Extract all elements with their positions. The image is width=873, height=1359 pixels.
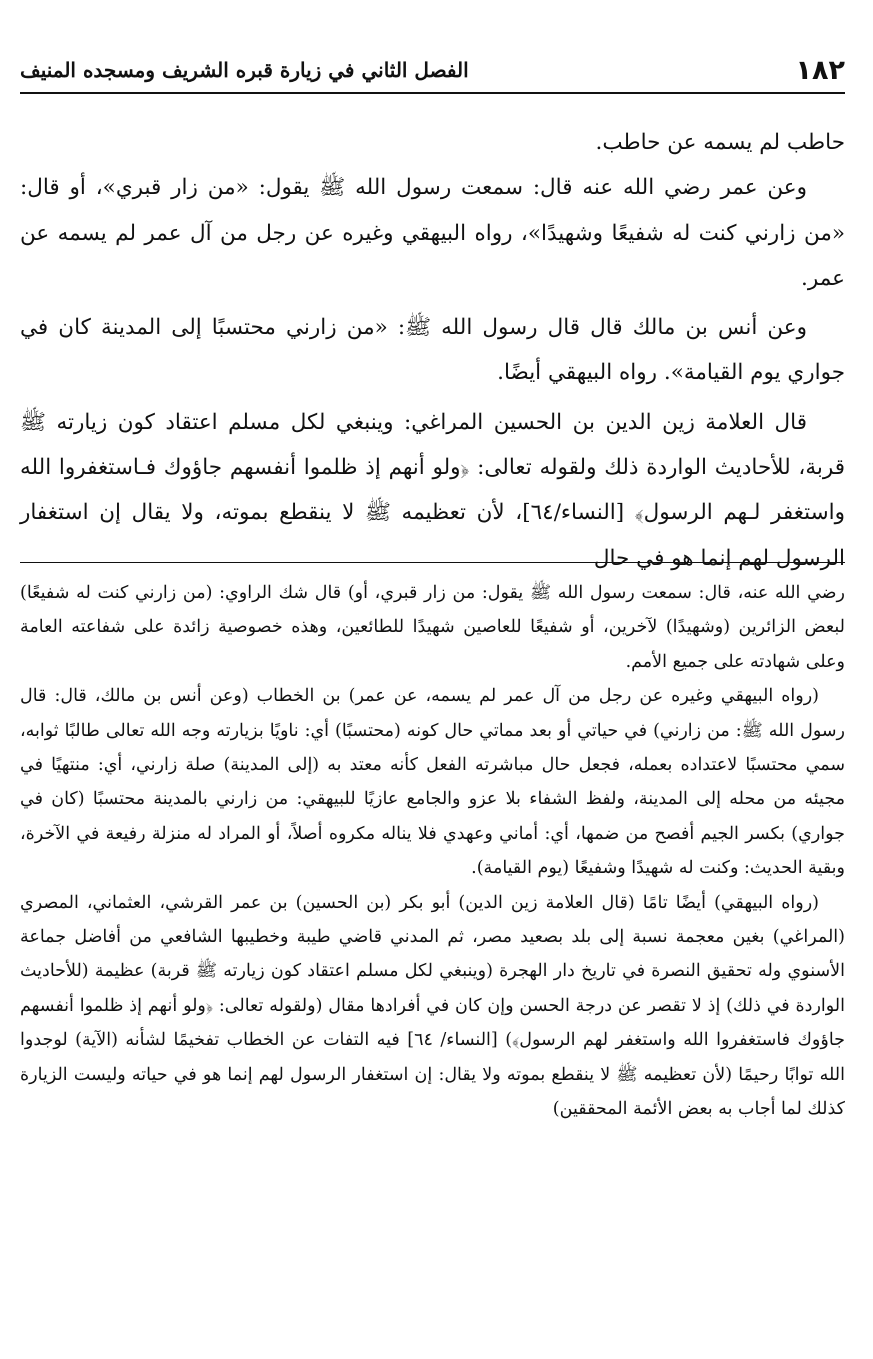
footnote-separator <box>20 562 845 563</box>
commentary-paragraph: (رواه البيهقي وغيره عن رجل من آل عمر لم يسمه، عن عمر) بن الخطاب (وعن أنس بن مالك، قال: قال رسول الله ﷺ: من زارني) في حياتي أو بعد مماتي حال كونه (محتسبًا) أي: ناويًا بزيارته وجه الله تعالى طالبًا ثوابه، سمي محتسبًا لاعتداده بعمله، فجعل حال مباشرته الفعل كأنه معتد به (إلى المدينة) صلة زارني، أي: منتهيًا في مجيئه من محله إلى المدينة، ولفظ الشفاء بلا عزو والجامع عازيًا للبيهقي: من زارني بالمدينة محتسبًا (كان في جواري) بكسر الجيم أفصح من ضمها، أي: أماني وعهدي فلا يناله مكروه أصلاً، أو المراد له منزلة رفيعة في الآخرة، وبقية الحديث: وكنت له شهيدًا وشفيعًا (يوم القيامة). <box>20 686 845 879</box>
main-paragraph: قال العلامة زين الدين بن الحسين المراغي: وينبغي لكل مسلم اعتقاد كون زيارته ﷺ قربة، للأحاديث الواردة ذلك ولقوله تعالى: ﴿ولو أنهم إذ ظلموا أنفسهم جاؤوك فـاستغفروا الله واستغفر لـهم الرسول﴾ [النساء/٦٤]، لأن تعظيمه ﷺ لا ينقطع بموته، ولا يقال إن استغفار الرسول لهم إنما هو في حال <box>20 409 845 571</box>
commentary-text <box>20 576 845 1127</box>
commentary-paragraph: رضي الله عنه، قال: سمعت رسول الله ﷺ يقول: من زار قبري، أو) قال شك الراوي: (من زارني كنت له شفيعًا) لبعض الزائرين (وشهيدًا) لآخرين، أو شفيعًا للعاصين شهيدًا للطائعين، وهذه خصوصية زائدة على شفاعته العامة وعلى شهادته على جميع الأمم. <box>20 583 845 672</box>
page-header <box>20 48 845 94</box>
commentary-paragraph: (رواه البيهقي) أيضًا تامًا (قال العلامة زين الدين) أبو بكر (بن الحسين) بن عمر القرشي، العثماني، المصري (المراغي) بغين معجمة نسبة إلى بلد بصعيد مصر، ثم المدني قاضي طيبة وخطيبها الشافعي من أفاضل جماعة الأسنوي وله تحقيق النصرة في تاريخ دار الهجرة (وينبغي لكل مسلم اعتقاد كون زيارته ﷺ قربة) عظيمة (للأحاديث الواردة في ذلك) إذ لا تقصر عن درجة الحسن وإن كان في أفرادها مقال (ولقوله تعالى: ﴿ولو أنهم إذ ظلموا أنفسهم جاؤوك فاستغفروا الله واستغفر لهم الرسول﴾) [النساء/ ٦٤] فيه التفات عن الخطاب تفخيمًا لشأنه (الآية) لوجدوا الله توابًا رحيمًا (لأن تعظيمه ﷺ لا ينقطع بموته ولا يقال: إن استغفار الرسول لهم إنما هو في حياته وليست الزيارة كذلك لما أجاب به بعض الأئمة المحققين) <box>20 892 845 1120</box>
page-number: ١٨٢ <box>795 54 845 86</box>
running-title: الفصل الثاني في زيارة قبره الشريف ومسجده المنيف <box>20 58 469 82</box>
main-paragraph: حاطب لم يسمه عن حاطب. <box>595 130 845 155</box>
main-text <box>20 120 845 581</box>
main-paragraph: وعن عمر رضي الله عنه قال: سمعت رسول الله ﷺ يقول: «من زار قبري»، أو قال: «من زارني كنت له شفيعًا وشهيدًا»، رواه البيهقي وغيره عن رجل من آل عمر لم يسمه عن عمر. <box>20 175 845 291</box>
main-paragraph: وعن أنس بن مالك قال قال رسول الله ﷺ: «من زارني محتسبًا إلى المدينة كان في جواري يوم القيامة». رواه البيهقي أيضًا. <box>20 315 845 386</box>
